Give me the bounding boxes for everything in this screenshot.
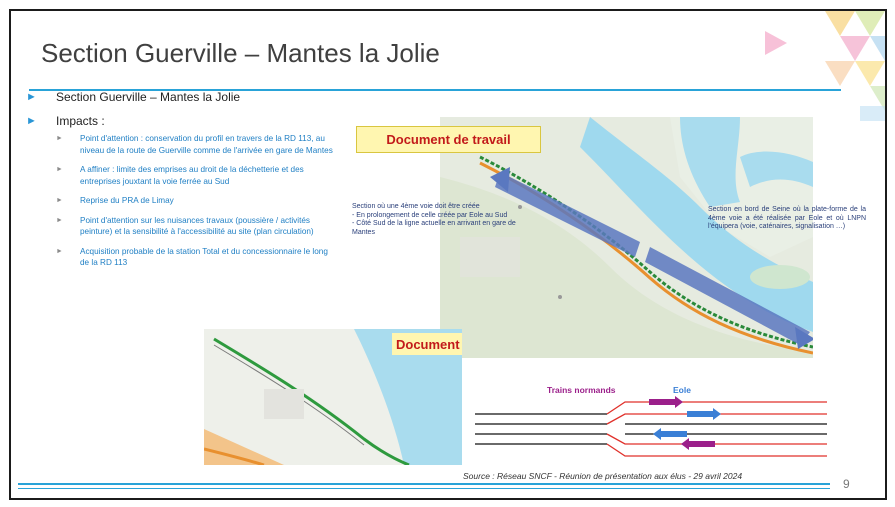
track-diagram [465, 372, 835, 462]
sub-bullet-icon: ► [56, 216, 63, 224]
label-trains-normands: Trains normands [547, 385, 616, 395]
annotation-left [352, 203, 522, 237]
decorative-triangles [765, 11, 885, 121]
list-item-text: Reprise du PRA de Limay [80, 196, 174, 205]
annotation-left-line: - Côté Sud de la ligne actuelle en arrivant en gare de Mantes [352, 220, 516, 236]
document-label-main: Document de travail [356, 126, 541, 153]
label-eole: Eole [673, 385, 691, 395]
list-item [56, 246, 336, 269]
list-item-text: Point d'attention sur les nuisances travaux (poussière / activités peinture) et la sensibilité à l'accessibilité au site (plan circulation) [80, 215, 314, 236]
list-item [56, 133, 336, 156]
bullet-arrow-icon: ► [26, 91, 37, 103]
annotation-right: Section en bord de Seine où la plate-forme de la 4ème voie a été réalisée par Eole et où LNPN l'équipera (voie, caténaires, signalisation …) [708, 206, 866, 231]
main-map-image [440, 117, 813, 358]
list-item [56, 195, 336, 207]
list-item-text: Point d'attention : conservation du profil en travers de la RD 113, au niveau de la route de Guerville comme de l'arrivée en gare de Mantes [80, 134, 333, 155]
page-number: 9 [843, 477, 850, 491]
list-item [56, 164, 336, 187]
bullet-arrow-icon: ► [26, 115, 37, 127]
document-label-bottom: Document [392, 333, 462, 355]
sub-bullet-icon: ► [56, 135, 63, 142]
bullet-section-text: Section Guerville – Mantes la Jolie [56, 90, 241, 104]
sub-bullet-icon: ► [56, 247, 63, 255]
annotation-left-line: - En prolongement de celle créée par Eole au Sud [352, 211, 508, 219]
list-item-text: Acquisition probable de la station Total et du concessionnaire le long de la RD 113 [80, 246, 328, 267]
bullet-impacts-text: Impacts : [56, 114, 105, 128]
footer-divider [18, 483, 830, 485]
list-item [56, 215, 336, 238]
footer-divider-thin [18, 488, 830, 489]
bullet-impacts [26, 114, 105, 128]
source-caption: Source : Réseau SNCF - Réunion de présentation aux élus - 29 avril 2024 [463, 471, 743, 481]
list-item-text: A affiner : limite des emprises au droit de la déchetterie et des entreprises jouxtant la voie ferrée au Sud [80, 165, 304, 186]
slide-title: Section Guerville – Mantes la Jolie [41, 38, 440, 68]
impacts-list [56, 133, 336, 277]
sub-bullet-icon: ► [56, 197, 63, 204]
bullet-section [26, 90, 240, 104]
sub-bullet-icon: ► [56, 166, 63, 173]
annotation-left-line: Section où une 4ème voie doit être créée [352, 203, 480, 210]
